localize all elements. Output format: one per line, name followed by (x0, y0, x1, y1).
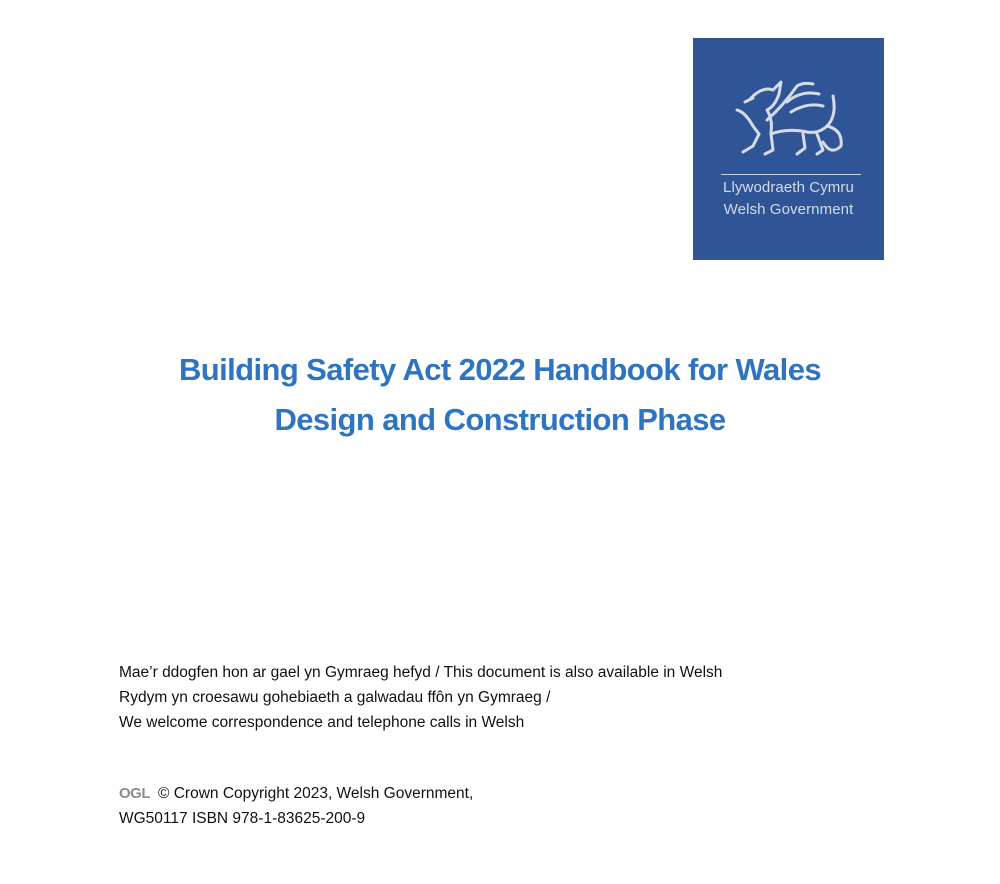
title-line-1: Building Safety Act 2022 Handbook for Wales (179, 352, 821, 387)
language-notice (119, 660, 722, 735)
title-line-2: Design and Construction Phase (274, 402, 726, 437)
ogl-logo-icon: OGL (119, 785, 150, 802)
copyright-notice (119, 781, 473, 831)
document-title (0, 345, 1000, 445)
isbn-line: WG50117 ISBN 978-1-83625-200-9 (119, 810, 366, 827)
language-notice-line-2: Rydym yn croesawu gohebiaeth a galwadau ffôn yn Gymraeg / (119, 689, 551, 706)
language-notice-line-3: We welcome correspondence and telephone calls in Welsh (119, 714, 525, 731)
logo-welsh-name: Llywodraeth Cymru (723, 179, 854, 196)
copyright-line-1: © Crown Copyright 2023, Welsh Government, (158, 785, 474, 802)
logo-english-name: Welsh Government (723, 201, 854, 218)
welsh-government-logo (693, 38, 884, 260)
language-notice-line-1: Mae’r ddogfen hon ar gael yn Gymraeg hefyd / This document is also available in Welsh (119, 664, 723, 681)
welsh-dragon-icon (723, 76, 853, 168)
logo-divider (721, 174, 861, 175)
